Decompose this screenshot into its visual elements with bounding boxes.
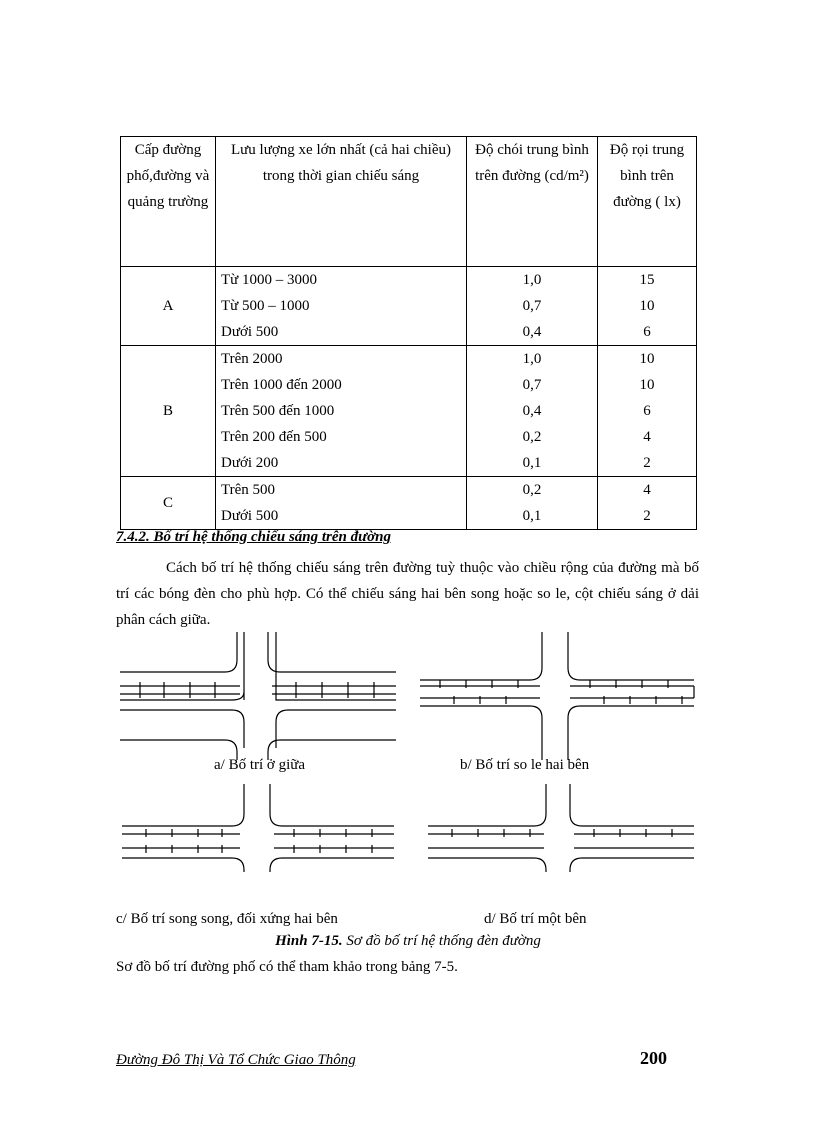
figure-title <box>0 933 816 950</box>
header-luminance: Độ chói trung bình trên đường (cd/m²) <box>467 137 598 267</box>
flow-value: Dưới 200 <box>221 455 279 471</box>
illuminance-value: 4 <box>643 429 651 445</box>
figure-label: Hình 7-15. <box>275 933 343 949</box>
flow-value: Từ 500 – 1000 <box>221 298 310 314</box>
reference-text: Sơ đồ bố trí đường phố có thể tham khảo trong bảng 7-5. <box>116 959 458 975</box>
flow-value: Trên 200 đến 500 <box>221 429 327 445</box>
illuminance-value: 15 <box>639 272 655 288</box>
diagram-b-staggered <box>420 632 694 760</box>
lamp-markers <box>452 829 672 837</box>
luminance-value: 0,2 <box>522 482 542 498</box>
illuminance-value: 10 <box>639 351 655 367</box>
illuminance-value: 4 <box>643 482 651 498</box>
flow-value: Trên 2000 <box>221 351 283 367</box>
header-illuminance: Độ rọi trung bình trên đường ( lx) <box>598 137 697 267</box>
footer-book-title: Đường Đô Thị Và Tổ Chức Giao Thông <box>116 1052 356 1068</box>
grade-cell: C <box>121 477 216 530</box>
luminance-value: 0,1 <box>522 455 542 471</box>
luminance-value: 1,0 <box>522 272 542 288</box>
caption-a: a/ Bố trí ở giữa <box>214 757 306 773</box>
flow-value: Trên 500 <box>221 482 276 498</box>
lamp-markers <box>140 682 374 698</box>
figure-title-text: Sơ đồ bố trí hệ thống đèn đường <box>342 933 541 949</box>
grade-cell: B <box>121 346 216 477</box>
illuminance-value: 10 <box>639 298 655 314</box>
diagram-c-parallel <box>122 784 394 872</box>
luminance-value: 0,4 <box>522 403 542 419</box>
luminance-value: 0,7 <box>522 377 542 393</box>
lamp-markers <box>146 829 372 853</box>
diagram-a-median <box>120 632 396 760</box>
illuminance-value: 2 <box>643 508 651 524</box>
illuminance-value: 6 <box>643 324 651 340</box>
luminance-value: 0,2 <box>522 429 542 445</box>
flow-value: Từ 1000 – 3000 <box>221 272 318 288</box>
luminance-value: 1,0 <box>522 351 542 367</box>
header-grade: Cấp đường phố,đường và quảng trường <box>121 137 216 267</box>
flow-value: Dưới 500 <box>221 324 279 340</box>
illuminance-value: 6 <box>643 403 651 419</box>
luminance-value: 0,1 <box>522 508 542 524</box>
flow-value: Dưới 500 <box>221 508 279 524</box>
paragraph-text: Cách bố trí hệ thống chiếu sáng trên đường tuỳ thuộc vào chiều rộng của đường mà bố trí các bóng đèn cho phù hợp. Có thể chiếu sáng hai bên song hoặc so le, cột chiếu sáng ở dải phân cách giữa. <box>116 560 699 628</box>
section-heading: 7.4.2. Bố trí hệ thống chiếu sáng trên đường <box>116 529 392 545</box>
luminance-value: 0,4 <box>522 324 542 340</box>
caption-d: d/ Bố trí một bên <box>484 911 587 927</box>
diagram-d-one-side <box>428 784 694 872</box>
caption-b: b/ Bố trí so le hai bên <box>460 757 590 773</box>
header-flow: Lưu lượng xe lớn nhất (cả hai chiều) trong thời gian chiếu sáng <box>216 137 467 267</box>
page-number: 200 <box>640 1048 667 1068</box>
lamp-markers <box>440 680 682 704</box>
illuminance-value: 2 <box>643 455 651 471</box>
flow-value: Trên 500 đến 1000 <box>221 403 335 419</box>
caption-c: c/ Bố trí song song, đối xứng hai bên <box>116 911 338 927</box>
luminance-value: 0,7 <box>522 298 542 314</box>
flow-value: Trên 1000 đến 2000 <box>221 377 342 393</box>
grade-cell: A <box>121 267 216 346</box>
illuminance-value: 10 <box>639 377 655 393</box>
